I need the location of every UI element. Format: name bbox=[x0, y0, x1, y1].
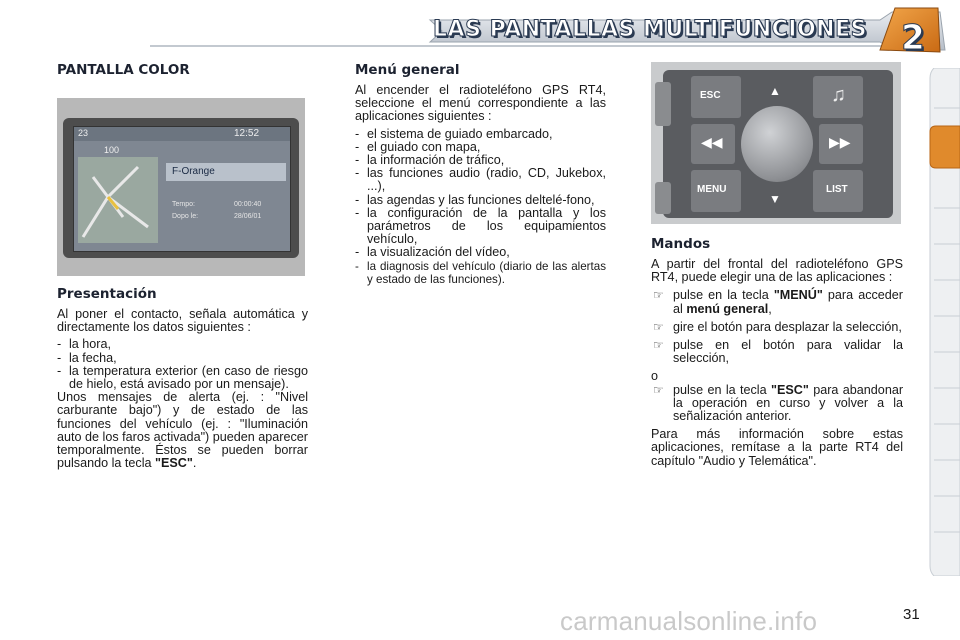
music-note-button[interactable] bbox=[813, 76, 863, 118]
rt4-control-panel-photo bbox=[651, 62, 901, 224]
screen-map bbox=[78, 157, 158, 243]
list-item: - las agendas y las funciones deltelé-fono, bbox=[355, 192, 595, 207]
list-item: - la temperatura exterior (en caso de riesgo de hielo, está avisado por un mensaje). bbox=[57, 363, 308, 392]
rewind-icon: ◀◀ bbox=[701, 134, 723, 150]
presentacion-outro: Unos mensajes de alerta (ej. : "Nivel carburante bajo") y de estado de las funciones del vehículo (ej. : "Iluminación auto de los faros activada") pueden aparecer temporalmente. Éstos se pueden borrar pulsando la tecla "ESC". bbox=[57, 390, 308, 471]
or-label: o bbox=[651, 369, 659, 384]
step-item: ☞ gire el botón para desplazar la selección, bbox=[653, 319, 902, 334]
pointing-hand-icon: ☞ bbox=[653, 319, 664, 334]
pointing-hand-icon: ☞ bbox=[653, 288, 664, 303]
mandos-intro: A partir del frontal del radioteléfono GPS RT4, puede elegir una de las aplicaciones : bbox=[651, 257, 903, 285]
page-number: 31 bbox=[903, 606, 920, 623]
screen-temp: 100 bbox=[104, 145, 120, 155]
section-heading-pantalla-color: PANTALLA COLOR bbox=[57, 62, 190, 78]
menu-button[interactable]: MENU bbox=[691, 170, 741, 212]
arrow-up-icon: ▲ bbox=[769, 84, 781, 98]
section-heading-presentacion: Presentación bbox=[57, 286, 157, 302]
list-item: - la información de tráfico, bbox=[355, 153, 505, 168]
chapter-number: 2 bbox=[901, 18, 925, 58]
list-item: - la visualización del vídeo, bbox=[355, 245, 510, 260]
screen-time-left: 23 bbox=[78, 128, 89, 138]
presentacion-intro: Al poner el contacto, señala automática y directamente los datos siguientes : bbox=[57, 307, 308, 335]
pointing-hand-icon: ☞ bbox=[653, 338, 664, 353]
list-item: - el guiado con mapa, bbox=[355, 139, 481, 154]
step-item: ☞ pulse en el botón para validar la selección, bbox=[653, 338, 903, 366]
section-heading-mandos: Mandos bbox=[651, 236, 711, 252]
list-item: - las funciones audio (radio, CD, Jukebox, ...), bbox=[355, 166, 606, 194]
color-screen-photo bbox=[57, 98, 305, 276]
list-item: - la diagnosis del vehículo (diario de las alertas y estado de las funciones). bbox=[355, 259, 606, 286]
esc-button[interactable]: ESC bbox=[691, 76, 741, 118]
menu-general-body bbox=[355, 84, 606, 286]
screen-radio-station: F-Orange bbox=[172, 166, 215, 177]
seek-forward-button[interactable] bbox=[819, 124, 863, 164]
screen-row2-value: 28/06/01 bbox=[234, 213, 262, 220]
step-item: ☞ pulse en la tecla "ESC" para abandonar la operación en curso y volver a la señalización anterior. bbox=[653, 382, 904, 424]
pointing-hand-icon: ☞ bbox=[653, 382, 664, 397]
fast-forward-icon: ▶▶ bbox=[829, 134, 851, 150]
section-heading-menu-general: Menú general bbox=[355, 62, 460, 78]
rotary-knob[interactable] bbox=[741, 106, 813, 182]
screen-row2-label: Dopo le: bbox=[172, 213, 199, 220]
screen-clock: 12:52 bbox=[234, 128, 260, 139]
menu-general-intro: Al encender el radioteléfono GPS RT4, seleccione el menú correspondiente a las aplicaciones siguientes : bbox=[355, 83, 606, 124]
seek-back-button[interactable] bbox=[691, 124, 735, 164]
list-button[interactable]: LIST bbox=[813, 170, 863, 212]
list-item: - la hora, bbox=[57, 337, 112, 352]
chapter-tabs bbox=[928, 68, 960, 576]
arrow-down-icon: ▼ bbox=[769, 192, 781, 206]
list-item: - el sistema de guiado embarcado, bbox=[355, 126, 553, 141]
watermark: carmanualsonline.info bbox=[560, 606, 818, 636]
chapter-title: LAS PANTALLAS MULTIFUNCIONES bbox=[433, 17, 867, 42]
step-item: ☞ pulse en la tecla "MENÚ" para acceder al menú general, bbox=[653, 288, 904, 316]
mandos-body bbox=[651, 258, 903, 468]
list-item: - la fecha, bbox=[57, 350, 117, 365]
screen-row1-value: 00:00:40 bbox=[234, 201, 262, 208]
mandos-outro: Para más información sobre estas aplicaciones, remítase a la parte RT4 del capítulo "Audio y Telemática". bbox=[651, 427, 903, 468]
list-item: - la configuración de la pantalla y los parámetros de los equipamientos vehículo, bbox=[355, 205, 606, 247]
screen-row1-label: Tempo: bbox=[172, 201, 195, 208]
presentacion-body bbox=[57, 308, 308, 470]
music-note-icon: ♫ bbox=[831, 84, 846, 106]
